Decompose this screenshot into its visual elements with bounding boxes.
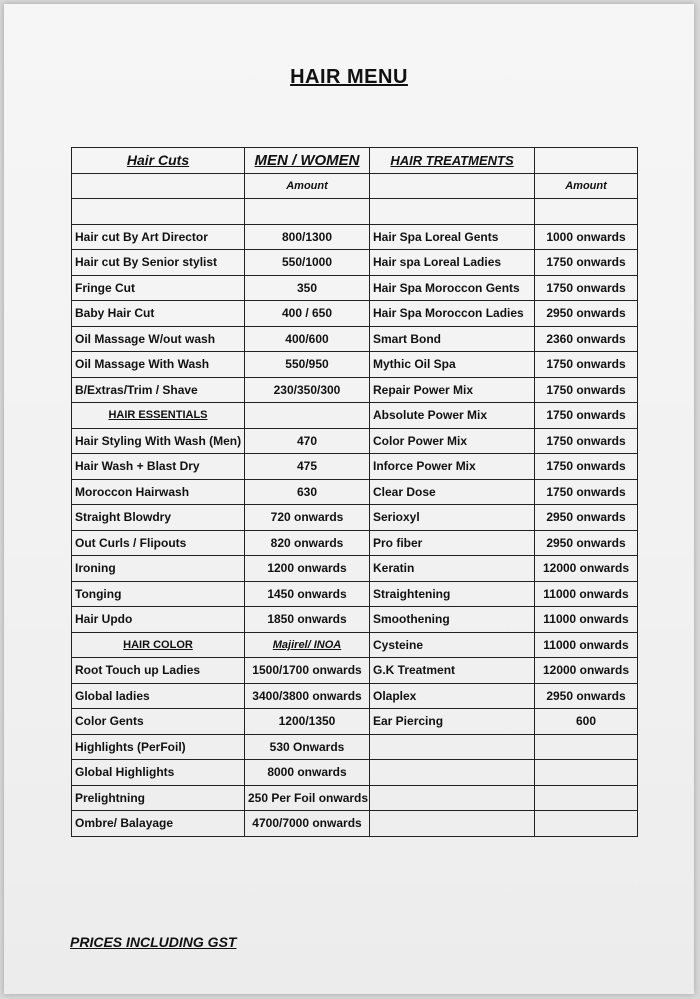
service-name: Prelightning — [72, 785, 245, 811]
treatment-name: Absolute Power Mix — [370, 403, 535, 429]
treatment-name: Color Power Mix — [370, 428, 535, 454]
service-price: 470 — [245, 428, 370, 454]
service-price: 1850 onwards — [245, 607, 370, 633]
spacer-row — [72, 199, 638, 225]
table-row — [72, 607, 638, 633]
menu-sheet — [4, 4, 694, 994]
service-price: 1500/1700 onwards — [245, 658, 370, 684]
service-name: Global ladies — [72, 683, 245, 709]
service-price: 250 Per Foil onwards — [245, 785, 370, 811]
treatment-name: Smoothening — [370, 607, 535, 633]
table-row — [72, 454, 638, 480]
subheader-empty-cell — [370, 173, 535, 199]
header-empty-cell — [535, 148, 638, 174]
spacer-cell — [370, 199, 535, 225]
treatment-name: Inforce Power Mix — [370, 454, 535, 480]
treatment-name — [370, 785, 535, 811]
treatment-name — [370, 734, 535, 760]
service-price: 530 Onwards — [245, 734, 370, 760]
table-row — [72, 760, 638, 786]
service-price: Majirel/ INOA — [245, 632, 370, 658]
treatment-name — [370, 760, 535, 786]
treatment-name: Hair Spa Loreal Gents — [370, 224, 535, 250]
treatment-price: 1750 onwards — [535, 479, 638, 505]
table-row — [72, 683, 638, 709]
treatment-name: Serioxyl — [370, 505, 535, 531]
service-name: Root Touch up Ladies — [72, 658, 245, 684]
table-row — [72, 811, 638, 837]
men-women-header: MEN / WOMEN — [245, 148, 370, 174]
section-row — [72, 632, 638, 658]
section-heading: HAIR ESSENTIALS — [72, 403, 245, 429]
table-row — [72, 785, 638, 811]
treatment-price: 1750 onwards — [535, 352, 638, 378]
treatment-price: 11000 onwards — [535, 607, 638, 633]
table-row — [72, 734, 638, 760]
service-price: 8000 onwards — [245, 760, 370, 786]
table-row — [72, 709, 638, 735]
service-name: Oil Massage W/out wash — [72, 326, 245, 352]
service-name: Hair Updo — [72, 607, 245, 633]
service-name: Highlights (PerFoil) — [72, 734, 245, 760]
treatment-price: 12000 onwards — [535, 556, 638, 582]
service-price: 820 onwards — [245, 530, 370, 556]
treatment-price — [535, 734, 638, 760]
treatment-name: Hair Spa Moroccon Ladies — [370, 301, 535, 327]
service-price: 475 — [245, 454, 370, 480]
service-price — [245, 403, 370, 429]
treatment-price: 2950 onwards — [535, 683, 638, 709]
service-name: Ironing — [72, 556, 245, 582]
treatment-price: 11000 onwards — [535, 632, 638, 658]
table-row — [72, 658, 638, 684]
treatment-name — [370, 811, 535, 837]
table-row — [72, 326, 638, 352]
table-row — [72, 224, 638, 250]
treatment-name: Straightening — [370, 581, 535, 607]
service-price: 350 — [245, 275, 370, 301]
spacer-cell — [72, 199, 245, 225]
spacer-cell — [535, 199, 638, 225]
treatment-name: Clear Dose — [370, 479, 535, 505]
service-price: 3400/3800 onwards — [245, 683, 370, 709]
service-name: Out Curls / Flipouts — [72, 530, 245, 556]
treatment-price — [535, 811, 638, 837]
table-row — [72, 505, 638, 531]
footer-note: PRICES INCLUDING GST — [70, 934, 237, 950]
treatment-price: 11000 onwards — [535, 581, 638, 607]
treatment-price: 1750 onwards — [535, 403, 638, 429]
service-price: 800/1300 — [245, 224, 370, 250]
hair-treatments-header: HAIR TREATMENTS — [370, 148, 535, 174]
table-row — [72, 428, 638, 454]
service-name: Global Highlights — [72, 760, 245, 786]
header-row — [72, 148, 638, 174]
service-name: Moroccon Hairwash — [72, 479, 245, 505]
treatment-name: Smart Bond — [370, 326, 535, 352]
spacer-cell — [245, 199, 370, 225]
service-price: 4700/7000 onwards — [245, 811, 370, 837]
service-name: Tonging — [72, 581, 245, 607]
treatment-name: Cysteine — [370, 632, 535, 658]
treatment-name: G.K Treatment — [370, 658, 535, 684]
treatment-price: 2950 onwards — [535, 505, 638, 531]
service-price: 550/950 — [245, 352, 370, 378]
treatment-price: 2950 onwards — [535, 301, 638, 327]
service-price: 550/1000 — [245, 250, 370, 276]
treatment-price: 2950 onwards — [535, 530, 638, 556]
treatment-price: 1750 onwards — [535, 275, 638, 301]
treatment-name: Olaplex — [370, 683, 535, 709]
service-name: Ombre/ Balayage — [72, 811, 245, 837]
treatment-price: 600 — [535, 709, 638, 735]
service-price: 630 — [245, 479, 370, 505]
service-name: Hair Wash + Blast Dry — [72, 454, 245, 480]
treatment-price: 12000 onwards — [535, 658, 638, 684]
service-price: 230/350/300 — [245, 377, 370, 403]
treatment-name: Hair spa Loreal Ladies — [370, 250, 535, 276]
service-name: Color Gents — [72, 709, 245, 735]
treatment-name: Hair Spa Moroccon Gents — [370, 275, 535, 301]
service-price: 1450 onwards — [245, 581, 370, 607]
service-price: 1200 onwards — [245, 556, 370, 582]
treatment-price: 2360 onwards — [535, 326, 638, 352]
hair-cuts-header: Hair Cuts — [72, 148, 245, 174]
service-price: 400/600 — [245, 326, 370, 352]
treatment-price: 1750 onwards — [535, 377, 638, 403]
service-name: Baby Hair Cut — [72, 301, 245, 327]
service-price: 1200/1350 — [245, 709, 370, 735]
table-row — [72, 377, 638, 403]
table-row — [72, 250, 638, 276]
table-row — [72, 275, 638, 301]
amount-left-header: Amount — [245, 173, 370, 199]
service-name: Oil Massage With Wash — [72, 352, 245, 378]
table-row — [72, 556, 638, 582]
table-row — [72, 530, 638, 556]
treatment-name: Pro fiber — [370, 530, 535, 556]
treatment-name: Keratin — [370, 556, 535, 582]
treatment-name: Ear Piercing — [370, 709, 535, 735]
service-name: Hair cut By Senior stylist — [72, 250, 245, 276]
treatment-name: Mythic Oil Spa — [370, 352, 535, 378]
service-name: Straight Blowdry — [72, 505, 245, 531]
table-row — [72, 301, 638, 327]
service-name: Fringe Cut — [72, 275, 245, 301]
section-heading: HAIR COLOR — [72, 632, 245, 658]
service-name: Hair Styling With Wash (Men) — [72, 428, 245, 454]
table-row — [72, 581, 638, 607]
service-name: B/Extras/Trim / Shave — [72, 377, 245, 403]
service-price: 400 / 650 — [245, 301, 370, 327]
table-row — [72, 352, 638, 378]
page-title: HAIR MENU — [290, 66, 408, 88]
table-row — [72, 479, 638, 505]
treatment-price — [535, 785, 638, 811]
price-table — [71, 147, 638, 837]
treatment-name: Repair Power Mix — [370, 377, 535, 403]
section-row — [72, 403, 638, 429]
treatment-price: 1750 onwards — [535, 428, 638, 454]
service-price: 720 onwards — [245, 505, 370, 531]
treatment-price — [535, 760, 638, 786]
subheader-row — [72, 173, 638, 199]
treatment-price: 1000 onwards — [535, 224, 638, 250]
service-name: Hair cut By Art Director — [72, 224, 245, 250]
amount-right-header: Amount — [535, 173, 638, 199]
treatment-price: 1750 onwards — [535, 250, 638, 276]
subheader-empty-cell — [72, 173, 245, 199]
treatment-price: 1750 onwards — [535, 454, 638, 480]
